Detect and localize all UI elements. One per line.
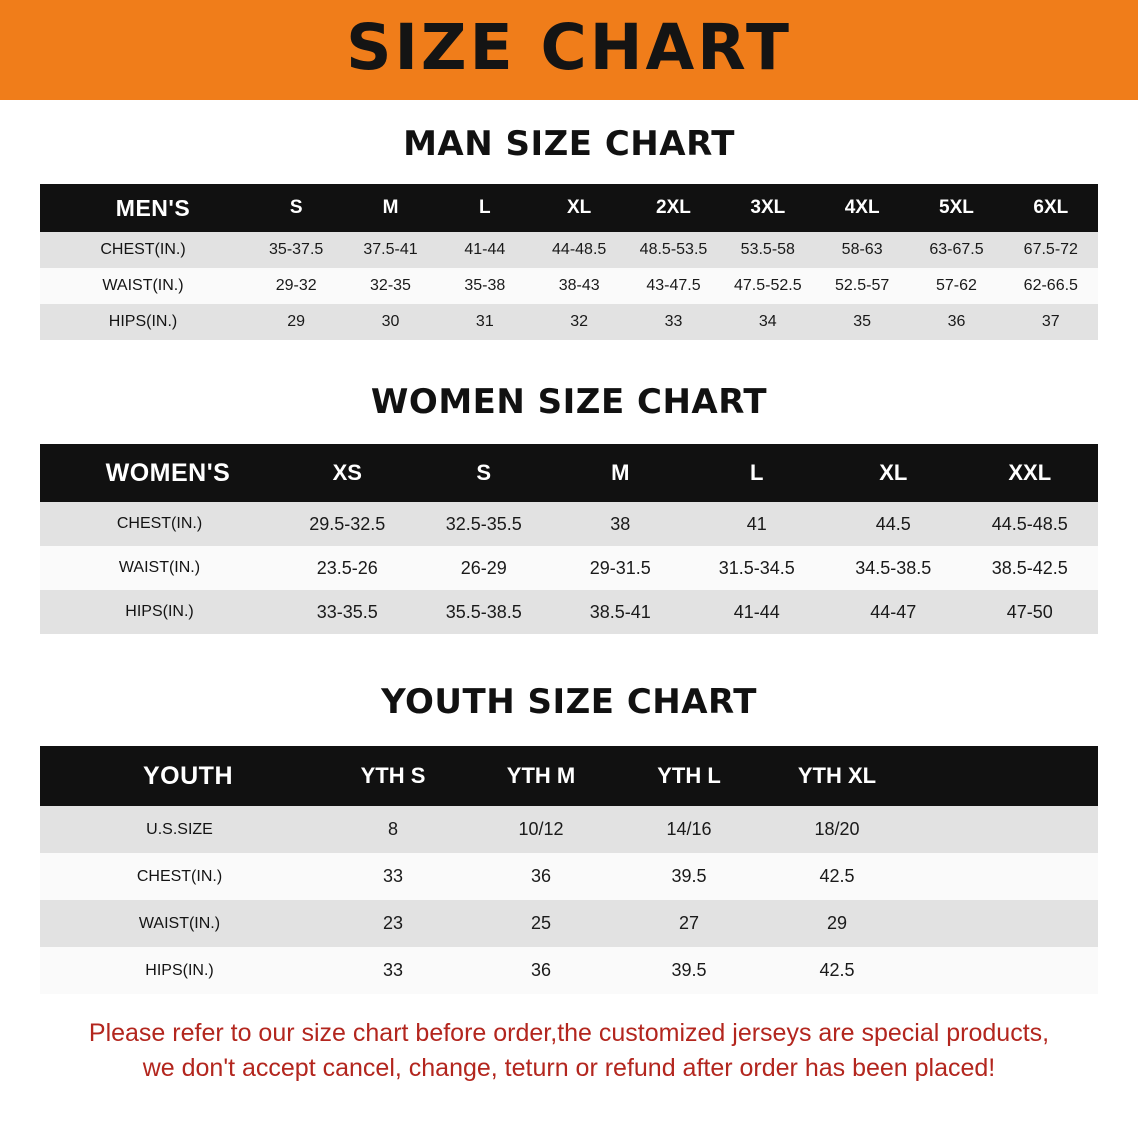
- youth-cell-0-2: 14/16: [666, 819, 712, 839]
- women-size-table: [40, 444, 1098, 634]
- man-corner-label: MEN'S: [115, 194, 191, 221]
- women-cell-0-2: 38: [610, 513, 631, 534]
- man-cell-0-7: 63-67.5: [929, 241, 984, 258]
- man-size-table: [40, 184, 1098, 340]
- youth-cell-2-3: 29: [826, 913, 848, 933]
- women-cell-0-0: 29.5-32.5: [309, 513, 386, 534]
- table-row: [40, 853, 1098, 900]
- order-policy-note-line1: Please refer to our size chart before order,the customized jerseys are special products,: [88, 1019, 1050, 1047]
- youth-cell-2-1: 25: [530, 913, 552, 933]
- man-size-col-7: 5XL: [939, 197, 974, 218]
- man-cell-1-2: 35-38: [464, 277, 506, 294]
- youth-row-label-2: WAIST(IN.): [138, 914, 221, 932]
- man-cell-1-7: 57-62: [936, 277, 977, 294]
- man-size-col-4: 2XL: [656, 197, 691, 218]
- youth-size-col-0: YTH S: [360, 763, 426, 788]
- man-cell-2-6: 35: [853, 313, 872, 330]
- man-cell-1-1: 32-35: [370, 277, 411, 294]
- youth-cell-1-3: 42.5: [819, 866, 855, 886]
- man-size-col-6: 4XL: [844, 197, 880, 218]
- page-title: SIZE CHART: [346, 10, 792, 84]
- women-cell-1-0: 23.5-26: [316, 557, 378, 578]
- women-size-col-4: XL: [879, 460, 908, 485]
- youth-size-col-1: YTH M: [506, 763, 576, 788]
- table-row: [40, 947, 1098, 994]
- youth-cell-3-3: 42.5: [819, 960, 855, 980]
- youth-cell-1-0: 33: [382, 866, 404, 886]
- table-row: [40, 900, 1098, 947]
- man-cell-1-3: 38-43: [558, 277, 600, 294]
- women-size-col-3: L: [750, 460, 764, 485]
- table-row: [40, 502, 1098, 546]
- order-policy-note: [38, 1016, 1100, 1085]
- women-cell-2-0: 33-35.5: [316, 601, 378, 622]
- table-row: [40, 232, 1098, 268]
- man-size-col-2: L: [479, 197, 491, 218]
- man-cell-0-0: 35-37.5: [269, 241, 324, 258]
- man-cell-1-6: 52.5-57: [835, 277, 890, 294]
- youth-cell-0-0: 8: [387, 819, 398, 839]
- man-cell-2-7: 36: [947, 313, 966, 330]
- youth-row-label-0: U.S.SIZE: [146, 820, 213, 838]
- man-row-label-1: WAIST(IN.): [102, 277, 184, 294]
- table-header-row: [40, 746, 1098, 806]
- women-row-label-2: HIPS(IN.): [125, 603, 194, 620]
- youth-table-body: [40, 806, 1098, 994]
- table-row: [40, 546, 1098, 590]
- man-cell-0-3: 44-48.5: [552, 241, 607, 258]
- table-header-row: [40, 444, 1098, 502]
- youth-corner-label: YOUTH: [143, 761, 233, 790]
- youth-table-header: [40, 746, 1098, 806]
- women-cell-0-3: 41: [746, 513, 767, 534]
- women-cell-1-4: 34.5-38.5: [855, 557, 932, 578]
- table-row: [40, 268, 1098, 304]
- youth-cell-3-0: 33: [382, 960, 404, 980]
- women-cell-0-4: 44.5: [875, 513, 911, 534]
- women-table-wrap: [40, 444, 1098, 634]
- women-cell-2-1: 35.5-38.5: [445, 601, 522, 622]
- women-size-col-1: S: [476, 460, 492, 485]
- women-cell-0-1: 32.5-35.5: [445, 513, 522, 534]
- youth-cell-1-2: 39.5: [671, 866, 707, 886]
- youth-cell-0-spacer: [911, 806, 1098, 853]
- man-cell-2-1: 30: [381, 313, 400, 330]
- women-section-heading: WOMEN SIZE CHART: [370, 382, 768, 422]
- youth-row-label-1: CHEST(IN.): [136, 867, 223, 885]
- man-cell-0-5: 53.5-58: [740, 241, 795, 258]
- women-row-label-1: WAIST(IN.): [118, 559, 201, 576]
- man-cell-2-8: 37: [1041, 313, 1060, 330]
- man-cell-1-5: 47.5-52.5: [734, 277, 802, 294]
- man-cell-2-2: 31: [475, 313, 494, 330]
- youth-cell-3-spacer: [911, 947, 1098, 994]
- women-cell-2-4: 44-47: [870, 601, 917, 622]
- man-table-wrap: [40, 184, 1098, 340]
- youth-size-col-2: YTH L: [657, 763, 721, 788]
- man-size-col-1: M: [382, 197, 399, 218]
- man-cell-1-0: 29-32: [275, 277, 317, 294]
- youth-cell-2-0: 23: [382, 913, 404, 933]
- table-row: [40, 590, 1098, 634]
- youth-size-col-spacer: [911, 746, 1098, 806]
- women-corner-label: WOMEN'S: [105, 458, 231, 487]
- youth-cell-2-spacer: [911, 900, 1098, 947]
- youth-table-wrap: [40, 746, 1098, 994]
- man-cell-2-5: 34: [758, 313, 777, 330]
- women-table-header: [40, 444, 1098, 502]
- women-cell-1-2: 29-31.5: [589, 557, 651, 578]
- women-row-label-0: CHEST(IN.): [116, 515, 203, 532]
- order-policy-note-line2: we don't accept cancel, change, teturn or refund after order has been placed!: [142, 1053, 996, 1082]
- youth-size-table: [40, 746, 1098, 994]
- women-size-col-0: XS: [332, 460, 362, 485]
- man-section-heading: MAN SIZE CHART: [403, 124, 735, 164]
- youth-row-label-3: HIPS(IN.): [145, 961, 214, 979]
- women-cell-2-3: 41-44: [733, 601, 780, 622]
- man-cell-0-8: 67.5-72: [1023, 241, 1078, 258]
- youth-cell-0-1: 10/12: [518, 819, 564, 839]
- youth-cell-3-1: 36: [530, 960, 552, 980]
- youth-section-heading: YOUTH SIZE CHART: [381, 682, 757, 722]
- women-size-col-2: M: [611, 460, 630, 485]
- table-row: [40, 806, 1098, 853]
- youth-cell-1-spacer: [911, 853, 1098, 900]
- man-cell-0-4: 48.5-53.5: [639, 241, 708, 258]
- man-table-body: [40, 232, 1098, 340]
- man-size-col-8: 6XL: [1033, 197, 1069, 218]
- man-cell-2-0: 29: [287, 313, 306, 330]
- man-row-label-2: HIPS(IN.): [108, 313, 178, 330]
- women-cell-1-1: 26-29: [460, 557, 507, 578]
- man-cell-1-4: 43-47.5: [646, 277, 701, 294]
- youth-cell-0-3: 18/20: [814, 819, 860, 839]
- man-size-col-3: XL: [567, 197, 592, 218]
- youth-cell-2-2: 27: [678, 913, 700, 933]
- women-cell-2-5: 47-50: [1006, 601, 1053, 622]
- women-table-body: [40, 502, 1098, 634]
- man-size-col-0: S: [289, 197, 303, 218]
- man-row-label-0: CHEST(IN.): [100, 241, 186, 258]
- women-size-col-5: XXL: [1008, 460, 1052, 485]
- women-cell-0-5: 44.5-48.5: [991, 513, 1068, 534]
- women-cell-2-2: 38.5-41: [589, 601, 651, 622]
- table-row: [40, 304, 1098, 340]
- youth-cell-3-2: 39.5: [671, 960, 707, 980]
- women-cell-1-3: 31.5-34.5: [718, 557, 795, 578]
- youth-cell-1-1: 36: [530, 866, 552, 886]
- man-cell-0-6: 58-63: [841, 241, 883, 258]
- women-cell-1-5: 38.5-42.5: [991, 557, 1068, 578]
- man-cell-1-8: 62-66.5: [1023, 277, 1078, 294]
- man-size-col-5: 3XL: [750, 197, 786, 218]
- man-cell-0-1: 37.5-41: [363, 241, 418, 258]
- table-header-row: [40, 184, 1098, 232]
- man-cell-0-2: 41-44: [464, 241, 506, 258]
- man-cell-2-4: 33: [664, 313, 683, 330]
- page-banner: [0, 0, 1138, 100]
- man-table-header: [40, 184, 1098, 232]
- youth-size-col-3: YTH XL: [797, 763, 877, 788]
- man-cell-2-3: 32: [570, 313, 589, 330]
